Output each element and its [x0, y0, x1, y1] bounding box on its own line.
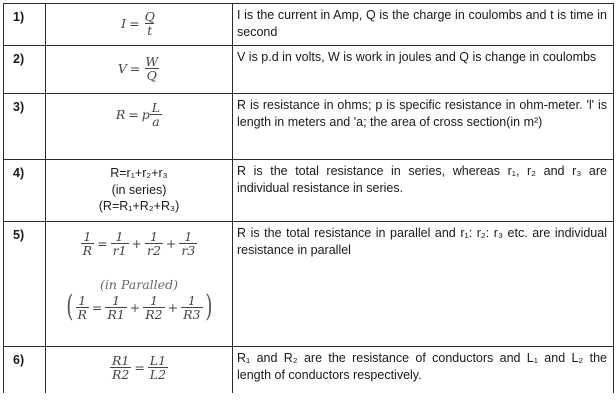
description-cell: V is p.d in volts, W is work in joules and Q is change in coulombs [233, 46, 614, 94]
fraction: $\frac{Q}{t}$ [144, 8, 155, 38]
formula-ratio: $\frac{R1}{R2}$ = $\frac{L1}{L2}$ [111, 352, 167, 382]
parallel-note: (in Paralled) [100, 277, 178, 292]
description-cell: R₁ and R₂ are the resistance of conductors and L₁ and L₂ the length of conductors respectively. [233, 347, 614, 393]
formula-cell [46, 4, 233, 46]
table-row [4, 347, 614, 393]
formula-voltage: V = $\frac{W}{Q}$ [117, 53, 159, 83]
fraction: $\frac{W}{Q}$ [145, 53, 159, 83]
formula-cell [46, 46, 233, 94]
description-cell: R is the total resistance in series, whereas r₁, r₂ and r₃ are individual resistance in series. [233, 160, 614, 222]
description-cell: R is the total resistance in parallel and r₁: r₂: r₃ etc. are individual resistance in parallel [233, 222, 614, 347]
row-number: 2) [4, 46, 46, 94]
table-row [4, 222, 614, 347]
formula-series: R=r₁+r₂+r₃ (in series) (R=R₁+R₂+R₃) [98, 166, 180, 213]
row-number: 6) [4, 347, 46, 393]
row-number: 4) [4, 160, 46, 222]
table-row [4, 94, 614, 160]
row-number: 5) [4, 222, 46, 347]
table-row [4, 4, 614, 46]
formula-cell [46, 222, 233, 347]
formula-cell [46, 347, 233, 393]
formula-cell [46, 94, 233, 160]
formula-parallel-alt: ( $\frac{1}{R}$ = $\frac{1}{R1}$ + $\frac{1}{R2}$ + $\frac{1}{R3}$ ) [66, 289, 212, 324]
description-cell: I is the current in Amp, Q is the charge in coulombs and t is time in second [233, 4, 614, 46]
formula-table [3, 3, 614, 393]
table-row [4, 46, 614, 94]
formula-cell [46, 160, 233, 222]
formula-current: I = $\frac{Q}{t}$ [121, 8, 155, 38]
formula-resistivity: R = p $\frac{L}{a}$ [115, 99, 161, 129]
description-cell: R is resistance in ohms; p is specific resistance in ohm-meter. 'l' is length in meters and 'a; the area of cross section(in m²) [233, 94, 614, 160]
formula-parallel: $\frac{1}{R}$ = $\frac{1}{r1}$ + $\frac{1}{r2}$ + $\frac{1}{r3}$ [82, 229, 196, 258]
fraction: $\frac{L}{a}$ [151, 99, 161, 129]
table-row [4, 160, 614, 222]
row-number: 3) [4, 94, 46, 160]
row-number: 1) [4, 4, 46, 46]
